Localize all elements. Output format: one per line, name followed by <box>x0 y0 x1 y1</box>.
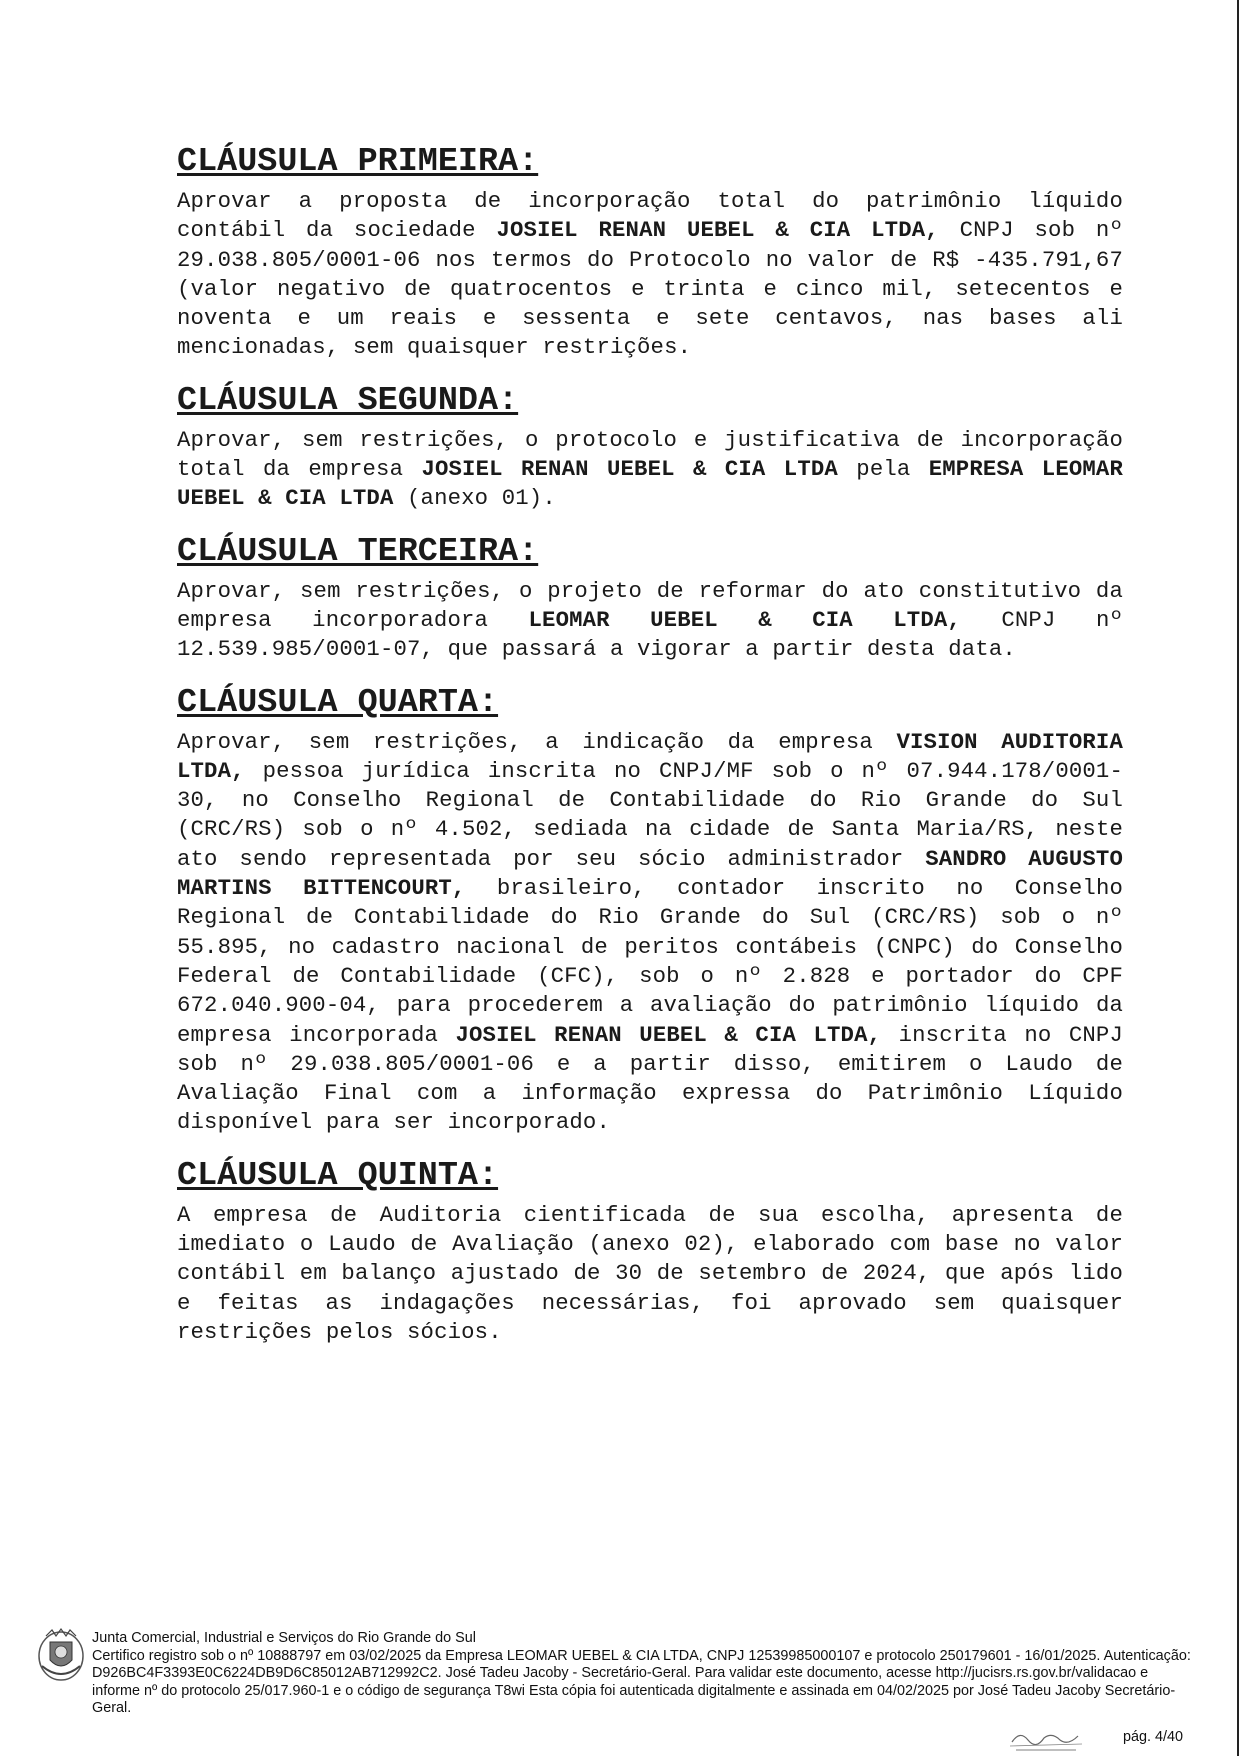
bold-entity-name: JOSIEL RENAN UEBEL & CIA LTDA, <box>455 1021 882 1048</box>
clause-segunda <box>177 381 1123 514</box>
footer-text-block <box>92 1630 1200 1718</box>
clause-text-segment: CNPJ nº 12.539.985/0001-07, que passará a vigorar a partir desta data. <box>177 606 1124 663</box>
bold-entity-name: VISION AUDITORIA LTDA, <box>177 728 1123 784</box>
clause-heading: CLÁUSULA SEGUNDA: <box>177 381 519 420</box>
clause-text <box>177 728 1123 1138</box>
page-border-line <box>1237 0 1239 1756</box>
clause-text-segment: pela <box>837 456 929 483</box>
page-number: pág. 4/40 <box>1123 1729 1184 1745</box>
bold-entity-name: SANDRO AUGUSTO MARTINS BITTENCOURT, <box>177 845 1123 902</box>
clause-terceira <box>177 532 1124 665</box>
clause-heading: CLÁUSULA QUINTA: <box>177 1156 499 1195</box>
state-coat-of-arms-icon <box>36 1626 86 1684</box>
bold-entity-name: JOSIEL RENAN UEBEL & CIA LTDA, <box>496 217 939 244</box>
bold-entity-name: JOSIEL RENAN UEBEL & CIA LTDA <box>421 456 838 483</box>
clause-text <box>177 1201 1123 1347</box>
bold-entity-name: EMPRESA LEOMAR UEBEL & CIA LTDA <box>177 456 1123 512</box>
signature-icon <box>1008 1724 1088 1754</box>
clause-heading: CLÁUSULA PRIMEIRA: <box>177 143 539 181</box>
clause-text <box>177 426 1123 514</box>
clause-text-segment: Aprovar, sem restrições, a indicação da empresa <box>177 728 897 755</box>
clause-quinta <box>177 1156 1123 1347</box>
clause-text <box>177 187 1123 363</box>
clause-text-segment: pessoa jurídica inscrita no CNPJ/MF sob o nº 07.944.178/0001-30, no Conselho Regional de Contabilidade do Rio Grande do Sul (CRC/RS) sob o nº 4.502, sediada na cidade de Santa Maria/RS, neste ato sendo representada por seu sócio administrador <box>177 757 1123 872</box>
clause-text-segment: A empresa de Auditoria cientificada de sua escolha, apresenta de imediato o Laudo de Avaliação (anexo 02), elaborado com base no valor contábil em balanço ajustado de 30 de setembro de 2024, que após lido e feitas as indagações necessárias, foi aprovado sem quaisquer restrições pelos sócios. <box>177 1201 1123 1345</box>
authentication-footer <box>0 1620 1242 1756</box>
clause-text-segment: Aprovar, sem restrições, o projeto de reformar do ato constitutivo da empresa incorporadora <box>177 577 1123 633</box>
clause-text-segment: Aprovar a proposta de incorporação total do patrimônio líquido contábil da sociedade <box>177 188 1123 244</box>
clause-heading: CLÁUSULA TERCEIRA: <box>177 532 539 571</box>
clause-text-segment: inscrita no CNPJ sob nº 29.038.805/0001-06 e a partir disso, emitirem o Laudo de Avaliação Final com a informação expressa do Patrimônio Líquido disponível para ser incorporado. <box>177 1021 1123 1136</box>
bold-entity-name: LEOMAR UEBEL & CIA LTDA, <box>528 606 961 633</box>
institution-name: Junta Comercial, Industrial e Serviços do Rio Grande do Sul <box>92 1630 476 1646</box>
clause-primeira <box>177 143 1123 363</box>
clause-text-segment: brasileiro, contador inscrito no Conselho Regional de Contabilidade do Rio Grande do Sul (CRC/RS) sob o nº 55.895, no cadastro nacional de peritos contábeis (CNPC) do Conselho Federal de Contabilidade (CFC), sob o nº 2.828 e portador do CPF 672.040.900-04, para procederem a avaliação do patrimônio líquido da empresa incorporada <box>177 875 1123 1048</box>
clause-text <box>177 577 1123 665</box>
document-body <box>177 143 1124 1371</box>
certificate-text: Certifico registro sob o nº 10888797 em 03/02/2025 da Empresa LEOMAR UEBEL & CIA LTDA, CNPJ 12539985000107 e protocolo 250179601 - 16/01/2025. Autenticação: D926BC4F3393E0C6224DB9D6C85012AB712992C2. José Tadeu Jacoby - Secretário-Geral. Para validar este documento, acesse http://jucisrs.rs.gov.br/validacao e informe nº do protocolo 25/017.960-1 e o código de segurança T8wi Esta cópia foi autenticada digitalmente e assinada em 04/02/2025 por José Tadeu Jacoby Secretário-Geral. <box>92 1647 1191 1716</box>
clause-heading: CLÁUSULA QUARTA: <box>177 683 499 722</box>
clause-text-segment: Aprovar, sem restrições, o protocolo e justificativa de incorporação total da empresa <box>177 426 1123 483</box>
clause-text-segment: CNPJ sob nº 29.038.805/0001-06 nos termos do Protocolo no valor de R$ -435.791,67 (valor negativo de quatrocentos e trinta e cinco mil, setecentos e noventa e um reais e sessenta e sete centavos, nas bases ali mencionadas, sem quaisquer restrições. <box>177 217 1123 361</box>
clause-quarta <box>177 683 1123 1138</box>
clause-text-segment: (anexo 01). <box>393 485 556 512</box>
